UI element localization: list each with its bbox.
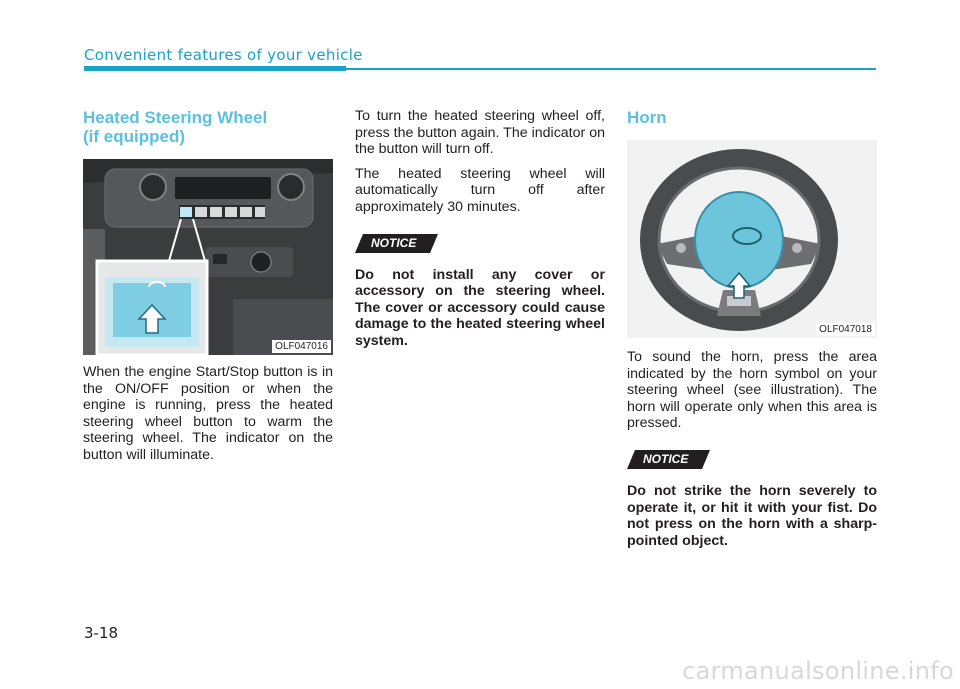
heated-wheel-paragraph-3: The heated steering wheel will automatically turn off after approximately 30 minutes. — [355, 165, 605, 215]
horn-illustration — [627, 140, 877, 338]
heading-line-2: (if equipped) — [83, 127, 185, 146]
heated-wheel-heading — [83, 108, 333, 146]
header-rule-thin — [346, 68, 876, 70]
heated-wheel-paragraph-1: When the engine Start/Stop button is in the ON/OFF position or when the engine is running, press the heated steering wheel button to warm the steering wheel. The indicator on the button will illuminate. — [83, 364, 333, 463]
heated-wheel-notice-text: Do not install any cover or accessory on the steering wheel. The cover or accessory could cause damage to the heated steering wheel system. — [355, 266, 605, 349]
figure-code: OLF047018 — [816, 323, 875, 336]
column-horn — [627, 108, 877, 549]
page-number: 3-18 — [84, 624, 119, 642]
horn-paragraph-1: To sound the horn, press the area indicated by the horn symbol on your steering wheel (see illustration). The horn will operate only when this area is pressed. — [627, 349, 877, 432]
column-heated-wheel — [83, 108, 333, 464]
section-title: Convenient features of your vehicle — [84, 46, 363, 64]
notice-badge: NOTICE — [635, 450, 702, 469]
heated-button-illustration — [83, 159, 333, 355]
heated-wheel-paragraph-2: To turn the heated steering wheel off, press the button again. The indicator on the button will turn off. — [355, 108, 605, 158]
figure-code: OLF047016 — [272, 340, 331, 353]
watermark: carmanualsonline.info — [682, 657, 954, 685]
header-rule-thick — [84, 66, 346, 71]
dashboard-console-image — [83, 159, 333, 355]
steering-wheel-image — [627, 140, 877, 338]
horn-heading: Horn — [627, 108, 667, 127]
notice-badge: NOTICE — [363, 234, 430, 253]
column-heated-wheel-continued — [355, 108, 605, 350]
horn-notice-text: Do not strike the horn severely to operate it, or hit it with your fist. Do not press on the horn with a sharp-pointed object. — [627, 482, 877, 549]
heading-line-1: Heated Steering Wheel — [83, 108, 268, 127]
